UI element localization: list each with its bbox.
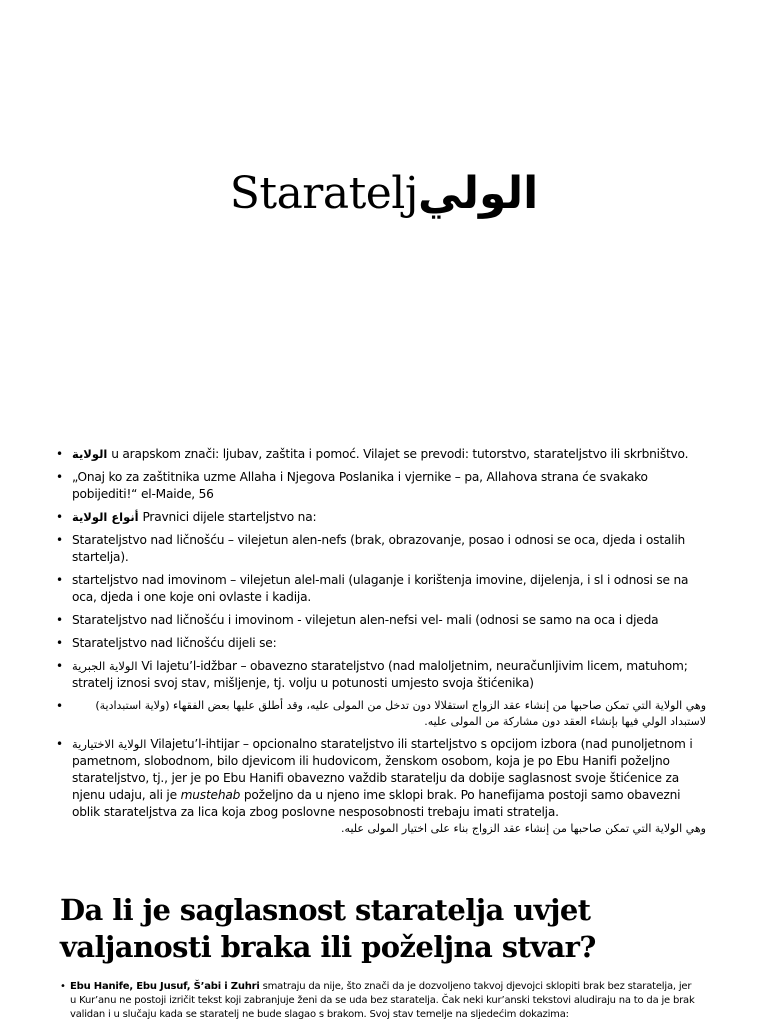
list-item (56, 572, 706, 606)
arabic-term: الولاية (72, 447, 108, 461)
bullet-text: Starateljstvo nad ličnošću – vilejetun alen-nefs (brak, obrazovanje, posao i odnosi se oca, djeda i ostalih startelja). (72, 533, 686, 564)
list-item (56, 612, 706, 629)
bullet-italic-term: mustehab (180, 788, 241, 802)
arabic-paragraph: • وهي الولاية التي تمكن صاحبها من إنشاء عقد الزواج استقلالا دون تدخل من المولى عليه، وقد أطلق عليها بعض الفقهاء (ولاية استبدادية) لاستبداد الولي فيها بإنشاء العقد دون مشاركة من المولى عليه. (95, 699, 706, 728)
bullet-bold-names: Ebu Hanife, Ebu Jusuf, Š’abi i Zuhri (70, 981, 260, 992)
arabic-term: الولاية الجبرية (72, 659, 138, 673)
bullet-text: u arapskom znači: ljubav, zaštita i pomoć. Vilajet se prevodi: tutorstvo, starateljstvo ili skrbništvo. (107, 447, 689, 461)
slide-title-latin: Staratelj (229, 168, 419, 219)
list-item (56, 532, 706, 566)
slide-title-arabic: الولي (418, 168, 539, 219)
list-item (56, 736, 706, 837)
list-item (56, 469, 706, 503)
list-item (56, 658, 706, 692)
bullet-text: Vilajetu’l-ihtijar – opcionalno starateljstvo ili starteljstvo s opcijom izbora (nad punoljetnom i pametnom, slobodnom, bilo djevicom ili hudovicom, ženskom osobom, koja je po Ebu Hanifi poželjno starateljstvo, tj., jer je po Ebu Hanifi obavezno važdib staratelju da dobije saglasnost svoje štićenice za njenu udaju, ali je (72, 737, 693, 802)
bullet-text: Starateljstvo nad ličnošću dijeli se: (72, 636, 277, 650)
list-item (56, 635, 706, 652)
bullet-text: Vi lajetu’l-idžbar – obavezno starateljstvo (nad maloljetnim, neuračunljivim licem, matuhom; stratelj iznosi svoj stav, mišljenje, tj. volju u potunosti umjesto svoja štićenika) (72, 659, 688, 690)
section-heading: Da li je saglasnost staratelja uvjet valjanosti braka ili poželjna stvar? (60, 893, 596, 964)
bullet-list-secondary (60, 980, 700, 1022)
bullet-text: „Onaj ko za zaštitnika uzme Allaha i Njegova Poslanika i vjernike – pa, Allahova strana će svakako pobijediti!“ el-Maide, 56 (72, 470, 648, 501)
bullet-text: starteljstvo nad imovinom – vilejetun alel-mali (ulaganje i korištenja imovine, dijelenja, i sl i odnosi se na oca, djeda i one koje oni ovlaste i kadija. (72, 573, 689, 604)
list-item (60, 980, 700, 1022)
list-item (56, 446, 706, 463)
arabic-term: أنواع الولاية (72, 510, 139, 524)
slide-title (0, 168, 768, 220)
bullet-text-continued: poželjno da u njeno ime sklopi brak. Po hanefijama postoji samo obavezni oblik starateljstva za lica koja zbog poslovne nesposobnosti trebaju imati stratelja. (72, 788, 681, 819)
bullet-text: smatraju da nije, što znači da je dozvoljeno takvoj djevojci sklopiti brak bez staratelja, jer u Kur’anu ne postoji izričit tekst koji zabranjuje ženi da se uda bez staratelja. Čak neki kur’anski tekstovi aludiraju na to da je brak validan i u slučaju kada se staratelj ne bude slagao s brakom. Svoj stav temelje na sljedećim dokazima: (70, 981, 695, 1020)
list-item (56, 698, 706, 730)
arabic-term: الولاية الاختيارية (72, 737, 147, 751)
list-item (56, 509, 706, 526)
bullet-text: Starateljstvo nad ličnošću i imovinom - vilejetun alen-nefsi vel- mali (odnosi se samo na oca i djeda (72, 613, 659, 627)
arabic-paragraph: وهي الولاية التي تمكن صاحبها من إنشاء عقد الزواج بناء على اختيار المولى عليه. (341, 822, 706, 835)
bullet-text: Pravnici dijele starteljstvo na: (138, 510, 317, 524)
bullet-list (56, 446, 706, 843)
